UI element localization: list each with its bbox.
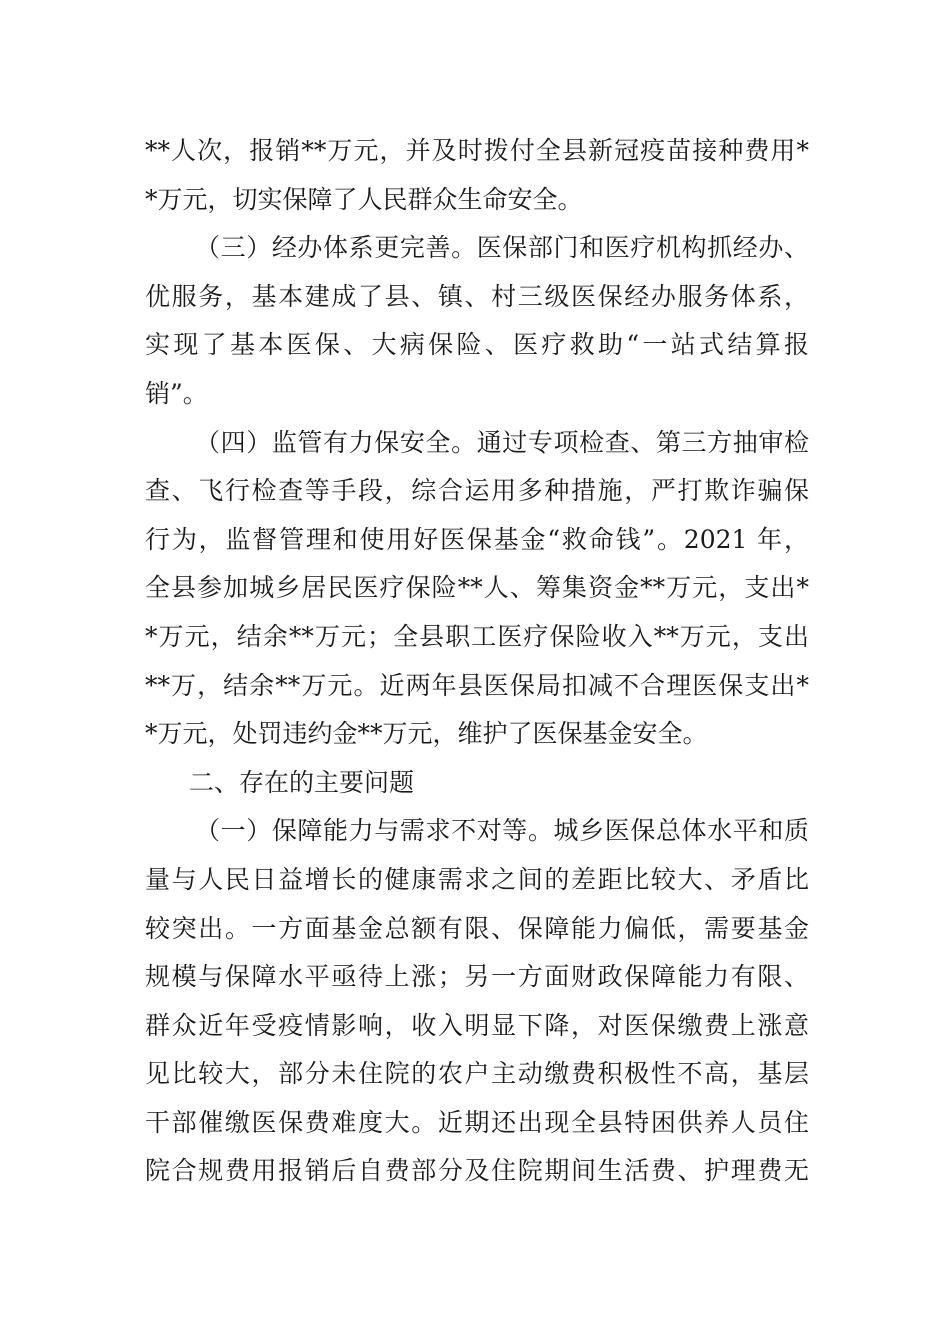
section-heading-line: （三）经办体系更完善。医保部门和医疗机构抓经办、: [195, 233, 809, 263]
text-line: **万，结余**万元。近两年县医保局扣减不合理医保支出*: [145, 670, 809, 700]
text-line: 销”。: [145, 378, 208, 408]
text-line: 院合规费用报销后自费部分及住院期间生活费、护理费无: [145, 1156, 809, 1186]
chapter-heading: 二、存在的主要问题: [189, 767, 415, 797]
text-line: *万元，切实保障了人民群众生命安全。: [145, 184, 583, 214]
section-heading-line: （一）保障能力与需求不对等。城乡医保总体水平和质: [195, 816, 809, 846]
text-line: 实现了基本医保、大病保险、医疗救助“一站式结算报: [145, 330, 809, 360]
text-line: 群众近年受疫情影响，收入明显下降，对医保缴费上涨意: [145, 1010, 809, 1040]
text-line: 规模与保障水平亟待上涨；另一方面财政保障能力有限、: [145, 962, 809, 992]
text-line: 行为，监督管理和使用好医保基金“救命钱”。2021 年，: [145, 524, 809, 554]
body-text: [145, 127, 809, 1196]
text-line: 量与人民日益增长的健康需求之间的差距比较大、矛盾比: [145, 864, 809, 894]
text-line: **人次，报销**万元，并及时拨付全县新冠疫苗接种费用*: [145, 136, 809, 165]
text-line: *万元，处罚违约金**万元，维护了医保基金安全。: [145, 719, 708, 749]
text-line: 优服务，基本建成了县、镇、村三级医保经办服务体系，: [145, 281, 809, 311]
text-line: 较突出。一方面基金总额有限、保障能力偏低，需要基金: [145, 913, 809, 943]
text-line: *万元，结余**万元；全县职工医疗保险收入**万元，支出: [145, 621, 809, 651]
text-line: 全县参加城乡居民医疗保险**人、筹集资金**万元，支出*: [145, 573, 809, 603]
section-heading-line: （四）监管有力保安全。通过专项检查、第三方抽审检: [195, 427, 809, 457]
text-line: 见比较大，部分未住院的农户主动缴费积极性不高，基层: [145, 1059, 809, 1089]
text-line: 查、飞行检查等手段，综合运用多种措施，严打欺诈骗保: [145, 476, 809, 506]
text-line: 干部催缴医保费难度大。近期还出现全县特困供养人员住: [145, 1107, 809, 1137]
